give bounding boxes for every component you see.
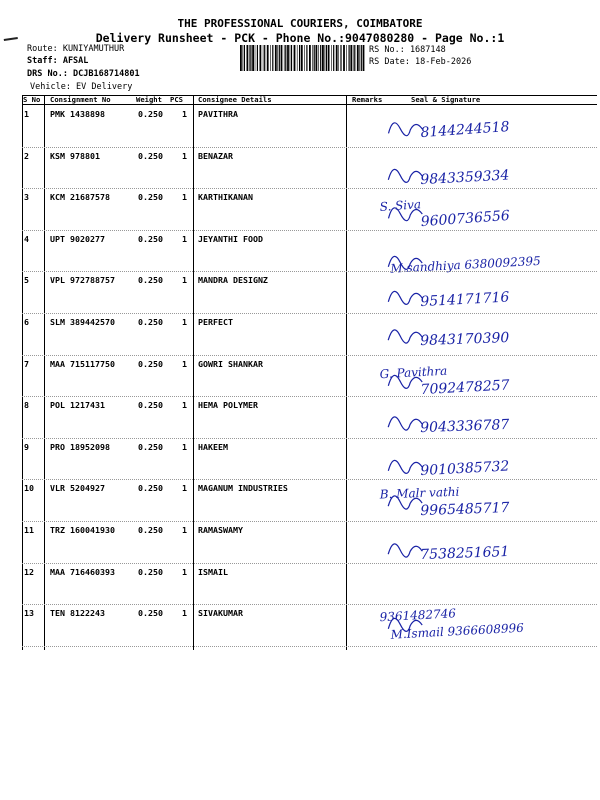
barcode-bar xyxy=(277,45,278,71)
barcode-bar xyxy=(361,45,362,71)
barcode-bar xyxy=(244,45,245,71)
barcode-bar xyxy=(247,45,249,71)
cell-sno: 11 xyxy=(24,525,34,535)
barcode-bar xyxy=(306,45,307,71)
cell-consignee: KARTHIKANAN xyxy=(198,192,253,203)
cell-pcs: 1 xyxy=(182,275,187,286)
column-divider xyxy=(346,95,347,650)
cell-weight: 0.250 xyxy=(138,566,163,577)
cell-sno: 12 xyxy=(24,566,34,577)
handwriting-svg xyxy=(360,600,600,644)
row-rule xyxy=(22,147,597,148)
cell-consignment: KCM 21687578 xyxy=(50,192,110,203)
barcode-bar xyxy=(331,45,332,71)
barcode-bar xyxy=(285,45,286,71)
cell-pcs: 1 xyxy=(182,608,187,619)
row-rule xyxy=(22,563,597,564)
cell-weight: 0.250 xyxy=(138,483,163,494)
barcode xyxy=(240,45,365,71)
handwriting-svg xyxy=(360,479,600,523)
handwriting-svg xyxy=(360,103,600,147)
barcode-bar xyxy=(343,45,345,71)
cell-weight: 0.250 xyxy=(138,608,163,619)
barcode-bar xyxy=(314,45,315,71)
cell-consignee: BENAZAR xyxy=(198,150,233,161)
signature-phone: 9600736556 xyxy=(420,208,511,231)
signature-scribble xyxy=(388,290,423,305)
barcode-bar xyxy=(281,45,283,71)
signature xyxy=(360,600,600,648)
vehicle-label: Vehicle: EV Delivery xyxy=(30,82,133,92)
row-rule xyxy=(22,271,597,272)
barcode-bar xyxy=(290,45,291,71)
cell-consignee: GOWRI SHANKAR xyxy=(198,358,263,369)
row-rule xyxy=(22,355,597,356)
barcode-bar xyxy=(322,45,324,71)
cell-consignment: PMK 1438898 xyxy=(50,109,105,119)
barcode-bar xyxy=(316,45,318,71)
cell-sno: 2 xyxy=(24,150,29,161)
signature-phone: 7538251651 xyxy=(419,543,510,564)
barcode-bar xyxy=(325,45,326,71)
cell-consignee: JEYANTHI FOOD xyxy=(198,233,263,244)
cell-pcs: 1 xyxy=(182,150,187,161)
cell-consignee: PERFECT xyxy=(198,317,233,327)
cell-consignee: HAKEEM xyxy=(198,441,228,452)
handwriting-svg xyxy=(360,188,600,232)
cell-weight: 0.250 xyxy=(138,192,163,203)
cell-consignee: MAGANUM INDUSTRIES xyxy=(198,483,288,494)
cell-consignment: SLM 389442570 xyxy=(50,317,115,327)
barcode-bar xyxy=(252,45,254,71)
cell-consignee: HEMA POLYMER xyxy=(198,400,258,411)
row-rule xyxy=(22,438,597,439)
barcode-bar xyxy=(349,45,350,71)
barcode-bar xyxy=(357,45,359,71)
staff-label: Staff: AFSAL xyxy=(27,56,89,66)
cell-consignee: MANDRA DESIGNZ xyxy=(198,275,268,286)
cell-pcs: 1 xyxy=(182,109,187,119)
barcode-bar xyxy=(243,45,244,71)
cell-consignee: PAVITHRA xyxy=(198,109,238,119)
cell-sno: 8 xyxy=(24,400,29,411)
signature-scribble xyxy=(388,168,423,183)
barcode-bar xyxy=(275,45,277,71)
cell-pcs: 1 xyxy=(182,566,187,577)
barcode-bar xyxy=(304,45,305,71)
drs-label: DRS No.: DCJB168714801 xyxy=(27,69,140,79)
signature-name: 9361482746 xyxy=(379,606,457,625)
barcode-bar xyxy=(338,45,339,71)
barcode-bar xyxy=(340,45,341,71)
signature-name: B. Malr vathi xyxy=(379,485,460,502)
row-rule xyxy=(22,313,597,314)
barcode-bar xyxy=(250,45,251,71)
cell-consignee: SIVAKUMAR xyxy=(198,608,243,619)
col-pcs: PCS xyxy=(170,95,183,104)
col-consignee: Consignee Details xyxy=(198,95,272,104)
cell-pcs: 1 xyxy=(182,400,187,411)
handwriting-svg xyxy=(360,561,600,605)
signature-phone: 9043336787 xyxy=(419,417,510,437)
barcode-bar xyxy=(240,45,242,71)
signature-name: G. Pavithra xyxy=(379,363,448,381)
column-divider xyxy=(44,95,45,650)
barcode-bar xyxy=(291,45,292,71)
barcode-bar xyxy=(346,45,347,71)
row-rule xyxy=(22,396,597,397)
cell-sno: 10 xyxy=(24,483,34,494)
signature-phone: 8144244518 xyxy=(420,118,510,142)
cell-consignment: POL 1217431 xyxy=(50,400,105,411)
col-remarks: Remarks xyxy=(352,95,383,104)
barcode-bar xyxy=(264,45,265,71)
handwriting-svg xyxy=(360,273,600,317)
signature-phone: 9514171716 xyxy=(419,289,510,311)
cell-weight: 0.250 xyxy=(138,233,163,244)
barcode-bar xyxy=(257,45,258,71)
col-sno: S No xyxy=(23,95,41,104)
cell-consignment: TRZ 160041930 xyxy=(50,525,115,535)
barcode-bar xyxy=(279,45,280,71)
barcode-bar xyxy=(255,45,256,71)
barcode-bar xyxy=(297,45,298,71)
cell-weight: 0.250 xyxy=(138,358,163,369)
cell-consignment: MAA 715117750 xyxy=(50,358,115,369)
signature xyxy=(360,357,600,405)
cell-weight: 0.250 xyxy=(138,109,163,119)
barcode-bar xyxy=(359,45,360,71)
cell-consignment: PRO 18952098 xyxy=(50,441,110,452)
col-consignment: Consignment No xyxy=(50,95,111,104)
cell-consignee: RAMASWAMY xyxy=(198,525,243,535)
column-divider xyxy=(193,95,194,650)
barcode-bar xyxy=(353,45,354,71)
signature xyxy=(360,103,600,151)
barcode-bar xyxy=(263,45,264,71)
cell-consignment: VPL 972788757 xyxy=(50,275,115,286)
barcode-bar xyxy=(287,45,289,71)
row-rule xyxy=(22,188,597,189)
cell-pcs: 1 xyxy=(182,441,187,452)
barcode-bar xyxy=(320,45,321,71)
cell-consignment: VLR 5204927 xyxy=(50,483,105,494)
barcode-bar xyxy=(309,45,311,71)
barcode-bar xyxy=(350,45,352,71)
cell-weight: 0.250 xyxy=(138,150,163,161)
barcode-bar xyxy=(272,45,273,71)
signature-phone: 9010385732 xyxy=(419,458,510,479)
barcode-bar xyxy=(260,45,262,71)
barcode-bar xyxy=(294,45,296,71)
handwriting-svg xyxy=(360,313,600,357)
column-divider xyxy=(22,95,23,650)
cell-weight: 0.250 xyxy=(138,317,163,327)
row-rule xyxy=(22,604,597,605)
barcode-bar xyxy=(299,45,300,71)
cell-sno: 7 xyxy=(24,358,29,369)
cell-pcs: 1 xyxy=(182,525,187,535)
handwriting-svg xyxy=(360,357,600,401)
signature-scribble xyxy=(388,329,422,344)
cell-sno: 4 xyxy=(24,233,29,244)
cell-consignee: ISMAIL xyxy=(198,566,228,577)
cell-sno: 6 xyxy=(24,317,29,327)
cell-pcs: 1 xyxy=(182,317,187,327)
signature-scribble xyxy=(388,543,422,558)
signature-phone: 9965485717 xyxy=(420,500,510,520)
cell-consignment: UPT 9020277 xyxy=(50,233,105,244)
cell-weight: 0.250 xyxy=(138,441,163,452)
signature-phone: M.sandhiya 6380092395 xyxy=(390,253,542,276)
signature-scribble xyxy=(388,459,423,474)
barcode-bar xyxy=(312,45,313,71)
row-rule xyxy=(22,479,597,480)
cell-sno: 13 xyxy=(24,608,34,619)
barcode-bar xyxy=(328,45,330,71)
barcode-bar xyxy=(326,45,327,71)
cell-weight: 0.250 xyxy=(138,275,163,286)
row-rule xyxy=(22,646,597,647)
cell-sno: 3 xyxy=(24,192,29,203)
signature-phone: 9843359334 xyxy=(419,167,510,188)
barcode-bar xyxy=(363,45,365,71)
rs-date: RS Date: 18-Feb-2026 xyxy=(369,57,472,67)
cell-pcs: 1 xyxy=(182,192,187,203)
cell-consignment: TEN 8122243 xyxy=(50,608,105,619)
signature-scribble xyxy=(388,121,423,137)
cell-pcs: 1 xyxy=(182,358,187,369)
cell-consignment: KSM 978801 xyxy=(50,150,100,161)
cell-consignment: MAA 716460393 xyxy=(50,566,115,577)
col-seal: Seal & Signature xyxy=(411,95,481,104)
signature-phone: 9843170390 xyxy=(419,329,510,350)
row-rule xyxy=(22,230,597,231)
cell-sno: 9 xyxy=(24,441,29,452)
page-title: THE PROFESSIONAL COURIERS, COIMBATORE xyxy=(177,17,423,30)
route-label: Route: KUNIYAMUTHUR xyxy=(27,44,125,54)
signature-phone: M.Ismail 9366608996 xyxy=(390,620,525,642)
cell-pcs: 1 xyxy=(182,233,187,244)
barcode-bar xyxy=(284,45,285,71)
cell-sno: 1 xyxy=(24,109,29,119)
barcode-bar xyxy=(318,45,319,71)
signature-phone: 7092478257 xyxy=(420,377,510,398)
barcode-bar xyxy=(333,45,334,71)
rs-number: RS No.: 1687148 xyxy=(369,45,446,55)
barcode-bar xyxy=(301,45,303,71)
barcode-bar xyxy=(270,45,271,71)
barcode-bar xyxy=(267,45,269,71)
cell-sno: 5 xyxy=(24,275,29,286)
signature-name: S. Siva xyxy=(379,197,422,215)
col-weight: Weight xyxy=(136,95,162,104)
row-rule xyxy=(22,521,597,522)
page-subtitle: Delivery Runsheet - PCK - Phone No.:9047080280 - Page No.:1 xyxy=(95,31,505,45)
cell-weight: 0.250 xyxy=(138,525,163,535)
cell-pcs: 1 xyxy=(182,483,187,494)
signature-scribble xyxy=(388,416,422,431)
cell-weight: 0.250 xyxy=(138,400,163,411)
barcode-bar xyxy=(249,45,250,71)
barcode-bar xyxy=(354,45,355,71)
barcode-bar xyxy=(336,45,338,71)
